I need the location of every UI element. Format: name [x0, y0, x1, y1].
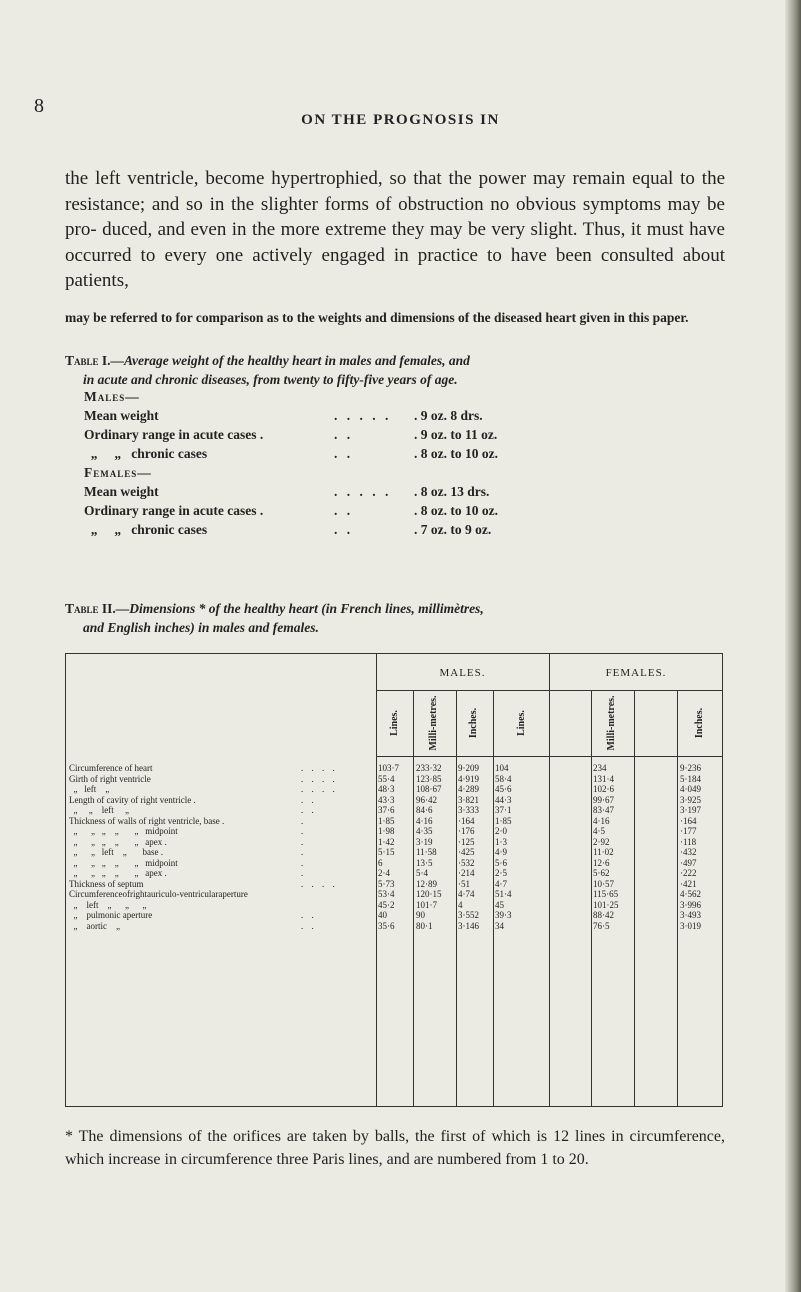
- row-label: „ aortic „: [69, 920, 120, 931]
- table-cell: 83·47: [593, 805, 614, 815]
- table1-title-line1: —Average weight of the healthy heart in males and females, and: [110, 353, 470, 368]
- weight-row-label: Ordinary range in acute cases .: [84, 503, 264, 518]
- table-cell: 4·16: [416, 815, 433, 826]
- row-label: „ „ „ „ „ apex .: [69, 836, 167, 847]
- table-cell: 4·9: [495, 847, 507, 857]
- females-group-header: FEMALES.: [605, 667, 667, 679]
- table-row: [65, 910, 723, 921]
- unit-header: Lines.: [516, 710, 527, 736]
- table-cell: 4·919: [458, 773, 479, 784]
- table-cell: 1·42: [378, 836, 395, 847]
- table-cell: 4·5: [593, 826, 605, 836]
- row-label: „ „ „ „ „ midpoint: [69, 857, 178, 868]
- leader-dots: . .: [334, 522, 354, 537]
- row-label: „ „ „ „ „ apex .: [69, 868, 167, 878]
- table-cell: ·51: [458, 878, 470, 889]
- unit-header: Milli-metres.: [606, 695, 617, 751]
- row-label: Thickness of septum: [69, 878, 144, 889]
- table-cell: 1·98: [378, 826, 395, 836]
- leader-dots: . .: [301, 910, 317, 920]
- leader-dots: . . . .: [301, 878, 338, 889]
- table-cell: 11·58: [416, 847, 437, 857]
- table-cell: 3·552: [458, 910, 479, 920]
- table-row: [65, 879, 723, 890]
- table-row: [65, 784, 723, 795]
- weight-row-label: Mean weight: [84, 408, 159, 423]
- leader-dots: .: [301, 826, 307, 836]
- weight-row-label: Mean weight: [84, 484, 159, 499]
- table-cell: ·497: [680, 857, 697, 868]
- table-cell: 5·62: [593, 868, 610, 878]
- table-cell: 9·209: [458, 763, 479, 773]
- table-cell: 44·3: [495, 794, 512, 805]
- page-edge-shadow: [785, 0, 801, 1292]
- table-cell: 4·74: [458, 889, 475, 899]
- row-label: Circumferenceofrightauriculo-ventricularaperture: [69, 889, 248, 899]
- table-cell: ·532: [458, 857, 475, 868]
- table-cell: 233·32: [416, 763, 442, 773]
- table-cell: 13·5: [416, 857, 433, 868]
- table-cell: 2·92: [593, 836, 610, 847]
- unit-header: Inches.: [468, 707, 479, 739]
- table2-caption: [65, 599, 745, 637]
- table-cell: 4·049: [680, 784, 701, 794]
- dimensions-table: [65, 653, 723, 1107]
- table-cell: 12·6: [593, 857, 610, 868]
- table-cell: 37·1: [495, 805, 512, 815]
- table-cell: 55·4: [378, 773, 395, 784]
- table-bottom-rule: [65, 1106, 723, 1107]
- table-cell: 104: [495, 763, 509, 773]
- table-cell: 3·197: [680, 805, 701, 815]
- table-cell: ·425: [458, 847, 475, 857]
- males-heading: Males—: [84, 389, 140, 404]
- table-cell: 5·184: [680, 773, 701, 784]
- row-label: Girth of right ventricle: [69, 773, 151, 784]
- table-row: [65, 826, 723, 837]
- table-cell: 37·6: [378, 805, 395, 815]
- table-cell: 3·925: [680, 794, 701, 805]
- leader-dots: . . . . .: [334, 484, 392, 499]
- table-cell: 108·67: [416, 784, 442, 794]
- table-cell: ·125: [458, 836, 475, 847]
- table-cell: 4·562: [680, 889, 701, 899]
- row-label: „ left „ „ „: [69, 899, 147, 910]
- table-cell: 4: [458, 899, 463, 910]
- table-row: [65, 868, 723, 879]
- unit-header: Inches.: [694, 707, 705, 739]
- table-cell: 3·019: [680, 920, 701, 931]
- table-cell: 4·289: [458, 784, 479, 794]
- table-cell: ·164: [680, 815, 697, 826]
- table1-lead: Table I.: [65, 353, 111, 368]
- table-cell: ·222: [680, 868, 697, 878]
- table-row: [65, 795, 723, 806]
- row-label: „ left „: [69, 784, 110, 794]
- table2-title-line1: —Dimensions * of the healthy heart (in French lines, millimètres,: [115, 601, 484, 616]
- table-cell: 5·15: [378, 847, 395, 857]
- table-cell: 45·6: [495, 784, 512, 794]
- unit-header: Lines.: [389, 710, 400, 736]
- table-cell: 131·4: [593, 773, 614, 784]
- table-cell: 102·6: [593, 784, 614, 794]
- table-row: [65, 858, 723, 869]
- table-cell: 3·146: [458, 920, 479, 931]
- table-cell: 103·7: [378, 763, 399, 773]
- table-cell: ·214: [458, 868, 475, 878]
- table-cell: ·164: [458, 815, 475, 826]
- leader-dots: .: [301, 868, 307, 878]
- table-row: [65, 805, 723, 816]
- table-cell: 115·65: [593, 889, 619, 899]
- table-cell: 2·4: [378, 868, 390, 878]
- leader-dots: . .: [334, 427, 354, 442]
- table-cell: 1·85: [495, 815, 512, 826]
- table-row: [65, 816, 723, 827]
- table-cell: ·176: [458, 826, 475, 836]
- weight-row: [84, 484, 644, 503]
- table-cell: 51·4: [495, 889, 512, 899]
- table-row: [65, 847, 723, 858]
- running-head: ON THE PROGNOSIS IN: [301, 112, 500, 128]
- row-label: „ „ left „: [69, 805, 129, 815]
- footnote: * The dimensions of the orifices are taken by balls, the first of which is 12 lines in circumference, which increase in circumference three Paris lines, and are numbered from 1 to 20.: [65, 1128, 725, 1168]
- table-cell: 2·0: [495, 826, 507, 836]
- table-cell: ·432: [680, 847, 697, 857]
- table-cell: 84·6: [416, 805, 433, 815]
- table-cell: 123·85: [416, 773, 442, 784]
- leader-dots: . . . . .: [334, 408, 392, 423]
- table-cell: 3·493: [680, 910, 701, 920]
- table-cell: 3·821: [458, 794, 479, 805]
- table-cell: 48·3: [378, 784, 395, 794]
- leader-dots: . .: [301, 920, 317, 931]
- table-row: [65, 763, 723, 774]
- row-label: „ „ left „ base .: [69, 847, 163, 857]
- table-cell: 3·333: [458, 805, 479, 815]
- weight-row: [84, 427, 644, 446]
- weight-row-value: . 7 oz. to 9 oz.: [414, 522, 492, 537]
- unit-header-rule: [376, 756, 723, 757]
- table-row: [65, 921, 723, 932]
- row-label: „ pulmonic aperture: [69, 910, 153, 920]
- table-cell: 3·19: [416, 836, 433, 847]
- table-cell: 4·16: [593, 815, 610, 826]
- weight-row-label: „ „ chronic cases: [84, 446, 208, 461]
- table-cell: 96·42: [416, 794, 437, 805]
- weight-row: [84, 446, 644, 465]
- table-cell: 6: [378, 857, 383, 868]
- table-cell: 101·25: [593, 899, 619, 910]
- table-cell: ·177: [680, 826, 697, 836]
- weight-row-label: Ordinary range in acute cases .: [84, 427, 264, 442]
- row-label: Length of cavity of right ventricle .: [69, 794, 196, 805]
- table-cell: 10·57: [593, 878, 614, 889]
- males-group-header: MALES.: [439, 667, 486, 679]
- table-cell: 1·3: [495, 836, 507, 847]
- table-cell: 4·7: [495, 878, 507, 889]
- table-cell: ·118: [680, 836, 697, 847]
- leader-dots: .: [301, 847, 307, 857]
- table-cell: 58·4: [495, 773, 512, 784]
- leader-dots: . .: [334, 446, 354, 461]
- table-cell: 45·2: [378, 899, 395, 910]
- weight-row-value: . 9 oz. 8 drs.: [414, 408, 483, 423]
- table-cell: 2·5: [495, 868, 507, 878]
- unit-header: Milli-metres.: [428, 695, 439, 751]
- table1-title-line2: in acute and chronic diseases, from twenty to fifty-five years of age.: [83, 372, 458, 387]
- table-cell: 53·4: [378, 889, 395, 899]
- table-row: [65, 837, 723, 848]
- weight-row-value: . 9 oz. to 11 oz.: [414, 427, 498, 442]
- weight-row-value: . 8 oz. 13 drs.: [414, 484, 490, 499]
- leader-dots: . . . .: [301, 784, 338, 794]
- table-cell: 99·67: [593, 794, 614, 805]
- table-cell: 39·3: [495, 910, 512, 920]
- weight-row: [84, 408, 644, 427]
- table-cell: 101·7: [416, 899, 437, 910]
- page-number: 8: [34, 95, 44, 117]
- weight-row-value: . 8 oz. to 10 oz.: [414, 503, 498, 518]
- row-label: Circumference of heart: [69, 763, 153, 773]
- table-cell: 80·1: [416, 920, 433, 931]
- females-heading: Females—: [84, 465, 152, 480]
- table-cell: 120·15: [416, 889, 442, 899]
- table-cell: 1·85: [378, 815, 395, 826]
- table-cell: 12·89: [416, 878, 437, 889]
- table-cell: 4·35: [416, 826, 433, 836]
- table-cell: 40: [378, 910, 387, 920]
- leader-dots: .: [301, 836, 307, 847]
- table-cell: 76·5: [593, 920, 610, 931]
- leader-dots: . . . .: [301, 763, 338, 773]
- row-label: „ „ „ „ „ midpoint: [69, 826, 178, 836]
- table2-lead: Table II.: [65, 601, 116, 616]
- table-cell: 35·6: [378, 920, 395, 931]
- weight-row-label: „ „ chronic cases: [84, 522, 208, 537]
- table-cell: 45: [495, 899, 504, 910]
- leader-dots: .: [301, 857, 307, 868]
- table-cell: 5·4: [416, 868, 428, 878]
- weight-row-value: . 8 oz. to 10 oz.: [414, 446, 498, 461]
- table-cell: ·421: [680, 878, 697, 889]
- table-cell: 43·3: [378, 794, 395, 805]
- table-cell: 34: [495, 920, 504, 931]
- table-row: [65, 900, 723, 911]
- table-cell: 5·73: [378, 878, 395, 889]
- weight-row: [84, 522, 644, 541]
- group-header-rule: [376, 690, 723, 691]
- table-top-rule: [65, 653, 723, 654]
- table2-title-line2: and English inches) in males and females.: [83, 620, 319, 635]
- leader-dots: . . . .: [301, 773, 338, 784]
- table-cell: 90: [416, 910, 425, 920]
- body-paragraph: the left ventricle, become hypertrophied, so that the power may remain equal to the resistance; and so in the slighter forms of obstruction no obvious symptoms may be pro- duced, and even in the more extreme they may be very slight. Thus, it must have occurred to every one actively engaged in practice to have been consulted about patients,: [65, 168, 725, 292]
- small-paragraph: may be referred to for comparison as to the weights and dimensions of the diseased heart given in this paper.: [65, 310, 689, 325]
- table-cell: 234: [593, 763, 607, 773]
- weight-row: [84, 503, 644, 522]
- table-row: [65, 889, 723, 900]
- table-cell: 11·02: [593, 847, 614, 857]
- table-cell: 9·236: [680, 763, 701, 773]
- table-cell: 88·42: [593, 910, 614, 920]
- table-row: [65, 774, 723, 785]
- table1-caption: [65, 351, 745, 389]
- table-cell: 5·6: [495, 857, 507, 868]
- table-cell: 3·996: [680, 899, 701, 910]
- leader-dots: . .: [334, 503, 354, 518]
- leader-dots: .: [301, 815, 307, 826]
- leader-dots: . .: [301, 794, 317, 805]
- row-label: Thickness of walls of right ventricle, base .: [69, 815, 225, 826]
- leader-dots: . .: [301, 805, 317, 815]
